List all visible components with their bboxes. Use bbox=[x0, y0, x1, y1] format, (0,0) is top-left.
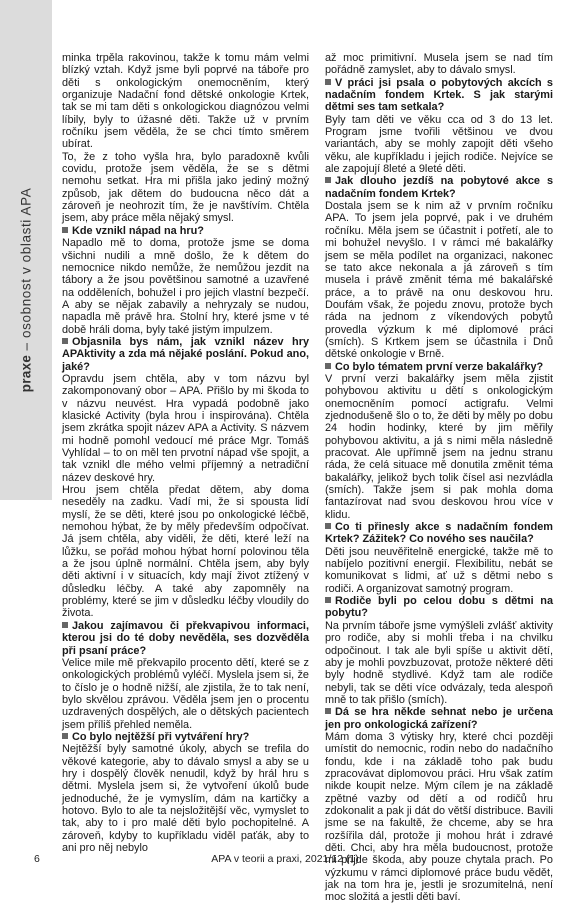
interview-answer bbox=[62, 743, 309, 854]
interview-answer bbox=[62, 151, 309, 225]
interview-question bbox=[325, 706, 553, 731]
interview-answer bbox=[62, 52, 309, 151]
paragraph-text: Napadlo mě to doma, protože jsme se doma všichni nudili a mně došlo, že k dětem do nemocnice nikdo nemůže, že nemůžou jezdit na tábory a že jsou povětšinou samotné a uzavřené na odděleních, bohužel i pro jejich vlastní bezpečí. A aby se nějak zabavily a nehryzaly se nudou, napadla mě právě hra. Stolní hry, které jsme v té době hráli doma, byly také jistým impulzem. bbox=[62, 237, 309, 336]
interview-question bbox=[62, 225, 309, 237]
paragraph-text: Byly tam děti ve věku cca od 3 do 13 let. Program jsme tvořili většinou ve dvou variantách, aby se mohly zapojit děti všeho věku, ale kupříkladu i jejich rodiče. Nejvíce se ale zapojují 8leté a 9leté děti. bbox=[325, 113, 553, 176]
paragraph-text: Na prvním táboře jsme vymýšleli zvlášť aktivity pro rodiče, aby si mohli třeba i na chvilku odpočinout. I tak ale byli spíše u aktivit dětí, aby je mohli povzbuzovat, protože některé děti byly hodně stydlivé. Když tam ale rodiče nebyli, tak se děti více odvázaly, teda alespoň mně to tak přišlo (smích). bbox=[325, 619, 553, 706]
paragraph-text: Co bylo tématem první verze bakalářky? bbox=[335, 360, 544, 373]
left-column bbox=[62, 52, 309, 854]
interview-answer bbox=[325, 52, 553, 77]
paragraph-text: Dostala jsem se k nim až v prvním ročníku APA. To jsem jela poprvé, pak i ve druhém ročníku. Měla jsem se účastnit i potřetí, ale to mi bohužel nevyšlo. I v rámci mé bakalářky jsem se měla podílet na organizaci, nakonec se tato akce nekonala a já zároveň s tím musela i právě změnit téma mé bakalářské práce, a to právě na onu deskovou hru. Doufám však, že pojedu znovu, protože bych ráda na jednom z víkendových pobytů provedla výzkum k mé diplomové práci (smích). S Krtkem jsem se účastnila i Dnů dětské onkologie v Brně. bbox=[325, 200, 553, 361]
paragraph-text: Děti jsou neuvěřitelně energické, takže mě to nabíjelo pozitivní energií. Flexibilitu, nebát se komunikovat s lidmi, ať už s dětmi nebo s rodiči. A organizovat samotný program. bbox=[325, 545, 553, 595]
interview-answer bbox=[325, 114, 553, 176]
interview-question bbox=[62, 336, 309, 373]
paragraph-text: Rodiče byli po celou dobu s dětmi na pobytu? bbox=[325, 595, 553, 620]
sidebar-topic: osobnost v oblasti APA bbox=[18, 187, 34, 338]
paragraph-text: Co ti přinesly akce s nadačním fondem Krtek? Zážitek? Co nového ses naučila? bbox=[325, 521, 553, 546]
paragraph-text: Nejtěžší byly samotné úkoly, abych se trefila do věkové kategorie, aby to dávalo smysl a aby se u hry i dospělý člověk nenudil, když by hrál hru s dětmi. Myslela jsem si, že vytvoření úkolů bude jednoduché, že je vymyslím, dám na kartičky a hotovo. Bylo to ale ta nejsložitější věc, vymyslet to tak, aby to i pro malé děti bylo pochopitelné. A zároveň, kdyby to kupříkladu viděl paťák, aby to ani pro něj nebylo bbox=[62, 743, 309, 854]
square-bullet-icon bbox=[325, 363, 331, 369]
square-bullet-icon bbox=[325, 79, 331, 85]
paragraph-text: Mám doma 3 výtisky hry, které chci později umístit do nemocnic, rodin nebo do nadačního fondu, kde i na základě toho pak budu zpracovávat diplomovou práci. Hru však zatím nikde koupit nelze. Mým cílem je na základě zpětné vazby od dětí a od rodičů hru zdokonalit a pak ji dát do větší distribuce. Bavili jsme se na fakultě, že chceme, aby se hra rozšířila dál, protože ji mohou hrát i zdravé děti. Chci, aby hra měla budoucnost, protože mi přijde škoda, aby pouze chytala prach. Po výzkumu v rámci diplomové práce budu vědět, jak na tom hra je, jestli je srozumitelná, není moc složitá a jestli děti baví. bbox=[325, 730, 553, 904]
interview-answer bbox=[62, 657, 309, 731]
interview-question bbox=[325, 361, 553, 373]
square-bullet-icon bbox=[325, 523, 331, 529]
interview-question bbox=[325, 595, 553, 620]
paragraph-text: minka trpěla rakovinou, takže k tomu mám velmi blízký vztah. Když jsme byli poprvé na táboře pro děti s onkologickým onemocněním, který organizuje Nadační fond dětské onkologie Krtek, tak se mi tam děti s onkologickou diagnózou velmi líbily, byly to úžasné děti. Takže už v prvním ročníku jsem věděla, že se chci tímto směrem ubírat. bbox=[62, 52, 309, 151]
interview-question bbox=[62, 731, 309, 743]
interview-answer bbox=[325, 620, 553, 706]
paragraph-text: Velice mile mě překvapilo procento dětí, které se z onkologických problémů vyléčí. Myslela jsem si, že to číslo je o hodně nižší, ale zjistila, že to tak není, bylo skvělou zprávou. Věděla jsem jen o procentu uzdravených dospělých, ale o dětských pacientech jsem příliš přehled neměla. bbox=[62, 656, 309, 731]
page-number: 6 bbox=[34, 853, 40, 865]
section-sidebar bbox=[0, 0, 52, 500]
square-bullet-icon bbox=[325, 597, 331, 603]
interview-answer bbox=[325, 546, 553, 595]
paragraph-text: Kde vznikl nápad na hru? bbox=[72, 224, 204, 237]
square-bullet-icon bbox=[62, 733, 68, 739]
sidebar-label bbox=[19, 188, 34, 393]
square-bullet-icon bbox=[325, 177, 331, 183]
interview-answer bbox=[325, 731, 553, 904]
interview-answer bbox=[325, 373, 553, 521]
sidebar-section: praxe bbox=[18, 354, 34, 393]
paragraph-text: V první verzi bakalářky jsem měla zjistit pohybovou aktivitu u dětí s onkologickým onemocněním pomocí actigrafu. Velmi zjednodušeně šlo o to, že děti by měly po dobu 24 hodin hodinky, které by jim měřily pohybovou aktivitu, a já s nimi měla následně pracovat. Ale upřímně jsem na jednu stranu ráda, že celá situace mě donutila změnit téma bakalářky, jelikož bych tolik čísel asi nezvládla (smích). Takže jsem si pak mohla doma fantazírovat nad svou deskovou hrou více v klidu. bbox=[325, 372, 553, 521]
square-bullet-icon bbox=[62, 227, 68, 233]
interview-answer bbox=[325, 200, 553, 360]
interview-question bbox=[325, 77, 553, 114]
interview-answer bbox=[62, 237, 309, 336]
paragraph-text: Co bylo nejtěžší při vytváření hry? bbox=[72, 730, 250, 743]
interview-question bbox=[325, 521, 553, 546]
paragraph-text: Hrou jsem chtěla předat dětem, aby doma neseděly na zadku. Vadí mi, že si spousta lidí myslí, že se děti, které jsou po onkologické léčbě, nemohou hýbat, že by měly především odpočívat. Já jsem chtěla, aby viděli, že děti, které leží na lůžku, se pořád mohou hýbat horní polovinou těla a že jsou úplně normální. Chtěla jsem, aby byly děti aktivní i v situacích, kdy mají život ztížený v důsledku léčby. A také aby zapomněly na problémy, které se jim v důsledku léčby vloudily do života. bbox=[62, 484, 309, 620]
journal-citation: APA v teorii a praxi, 2021/12 (1) bbox=[211, 853, 359, 865]
interview-answer bbox=[62, 373, 309, 484]
paragraph-text: Dá se hra někde sehnat nebo je určena jen pro onkologická zařízení? bbox=[325, 706, 553, 731]
square-bullet-icon bbox=[325, 708, 331, 714]
interview-answer bbox=[62, 484, 309, 620]
paragraph-text: Objasnila bys nám, jak vznikl název hry APAktivity a zda má nějaké poslání. Pokud ano, jaké? bbox=[62, 335, 309, 373]
interview-question bbox=[62, 620, 309, 657]
sidebar-separator: – bbox=[18, 337, 34, 355]
interview-question bbox=[325, 175, 553, 200]
paragraph-text: Jakou zajímavou či překvapivou informaci, kterou jsi do té doby nevěděla, ses dozvěděla při psaní práce? bbox=[62, 619, 309, 657]
paragraph-text: Opravdu jsem chtěla, aby v tom názvu byl zakomponovaný obor – APA. Přišlo by mi škoda to v názvu neuvést. Hra vypadá podobně jako klasické Activity (byla hrou i inspirována). Chtěla jsem zkrátka spojit název APA a Activity. S názvem mi hodně pomohl vedoucí mé práce Mgr. Tomáš Vyhlídal – to on měl ten prvotní nápad vše spojit, a tak vznikl dle mého velmi příjemný a netradiční název deskové hry. bbox=[62, 372, 309, 484]
paragraph-text: To, že z toho vyšla hra, bylo paradoxně kvůli covidu, protože jsem věděla, že se s dětmi nemohu setkat. Hra mi přišla jako jediný možný způsob, jak dětem do budoucna něco dát a zároveň je neohrozit tím, že je navštívím. Chtěla jsem, aby práce měla nějaký smysl. bbox=[62, 150, 309, 225]
square-bullet-icon bbox=[62, 338, 68, 344]
right-column bbox=[325, 52, 553, 904]
paragraph-text: Jak dlouho jezdíš na pobytové akce s nadačním fondem Krtek? bbox=[325, 175, 553, 200]
square-bullet-icon bbox=[62, 622, 68, 628]
paragraph-text: až moc primitivní. Musela jsem se nad tím pořádně zamyslet, aby to dávalo smysl. bbox=[325, 52, 553, 77]
paragraph-text: V práci jsi psala o pobytových akcích s nadačním fondem Krtek. S jak starými dětmi ses tam setkala? bbox=[325, 76, 553, 114]
